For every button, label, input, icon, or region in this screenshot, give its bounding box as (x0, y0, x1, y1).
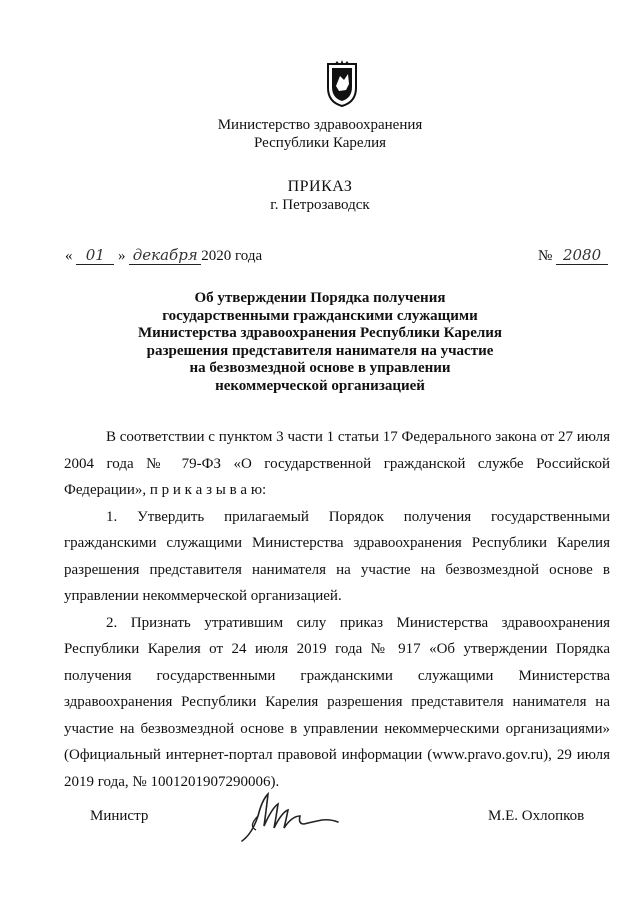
subject-line: государственными гражданскими служащими (162, 307, 478, 324)
subject-line: Министерства здравоохранения Республики Карелия (137, 325, 503, 342)
signer-name: М.Е. Охлопков (488, 808, 585, 824)
date-day: 01 (76, 246, 114, 265)
subject-line: некоммерческой организацией (215, 377, 425, 394)
order-date (65, 246, 262, 265)
ministry-line2: Республики Карелия (253, 135, 387, 151)
subject-line: разрешения представителя нанимателя на участие (146, 342, 494, 359)
doc-type: ПРИКАЗ (287, 178, 353, 195)
body-item-2: 2. Признать утратившим силу приказ Министерства здравоохранения Республики Карелия от 24 июля 2019 года № 917 «Об утверждении Порядка получения государственными гражданскими служащими Министерства здравоохранения Республики Карелия разрешения представителя нанимателя на участие на безвозмездной основе в управлении некоммерческими организациями» (Официальный интернет-портал правовой информации (www.pravo.gov.ru), 29 июля 2019 года, № 1001201907290006). (64, 614, 610, 790)
order-number (538, 246, 608, 265)
number-value: 2080 (556, 246, 608, 265)
order-body (64, 424, 610, 795)
body-intro: В соответствии с пунктом 3 части 1 статьи 17 Федерального закона от 27 июля 2004 года № 79-ФЗ «О государственной гражданской службе Российской Федерации», п р и к а з ы в а ю: (64, 429, 610, 498)
coat-of-arms-icon (322, 60, 362, 108)
quote-open: « (65, 248, 73, 264)
quote-close: » (118, 248, 126, 264)
body-item-1: 1. Утвердить прилагаемый Порядок получения государственными гражданскими служащими Министерства здравоохранения Республики Карелия разрешения представителя нанимателя на участие на безвозмездной основе в управлении некоммерческой организацией. (64, 508, 610, 604)
signature-image (238, 786, 348, 846)
signer-position: Министр (90, 808, 149, 824)
order-subject (80, 290, 560, 396)
number-sign: № (538, 248, 553, 264)
ministry-name (0, 116, 640, 152)
subject-line: на безвозмездной основе в управлении (189, 360, 451, 377)
subject-line: Об утверждении Порядка получения (194, 290, 446, 306)
date-month: декабря (129, 246, 201, 265)
ministry-line1: Министерство здравоохранения (217, 117, 423, 133)
city: г. Петрозаводск (270, 197, 370, 213)
date-year: 2020 года (201, 248, 263, 264)
